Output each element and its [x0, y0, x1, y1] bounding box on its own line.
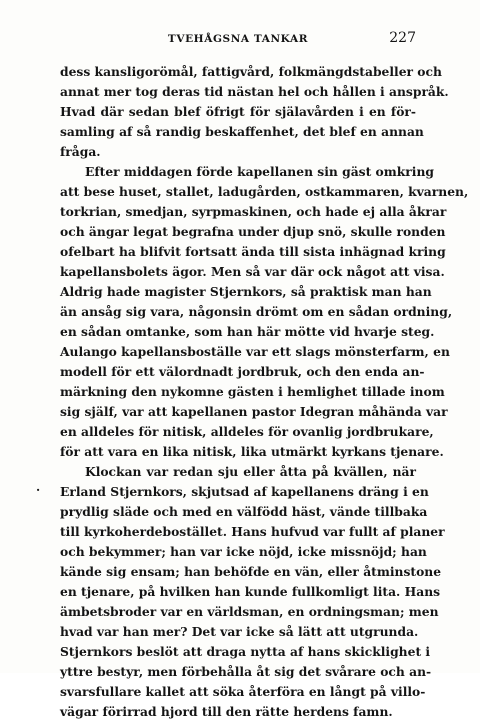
- text-line: Stjernkors beslöt att draga nytta af hans skicklighet i: [60, 644, 431, 659]
- text-line: ofelbart ha blifvit fortsatt ända till sista inhägnad kring: [60, 244, 446, 259]
- text-line: att bese huset, stallet, ladugården, ostkammaren, kvarnen,: [60, 184, 469, 199]
- text-line: torkrian, smedjan, syrpmaskinen, och hade ej alla åkrar: [60, 204, 447, 219]
- margin-mark: ·: [36, 483, 41, 497]
- text-line: sig själf, var att kapellanen pastor Idegran måhända var: [60, 404, 448, 419]
- text-line: än ansåg sig vara, någonsin drömt om en sådan ordning,: [60, 304, 453, 319]
- text-line: en tjenare, på hvilken han kunde fullkomligt lita. Hans: [60, 584, 441, 599]
- text-line: märkning den nykomne gästen i hemlighet tillade inom: [60, 384, 445, 399]
- text-line: Erland Stjernkors, skjutsad af kapellanens dräng i en: [60, 484, 429, 499]
- text-line: prydlig släde och med en välfödd häst, vände tillbaka: [60, 504, 428, 519]
- text-line: svarsfullare kallet att söka återföra en långt på villo-: [60, 684, 426, 699]
- text-line: samling af så randig beskaffenhet, det blef en annan: [60, 124, 424, 139]
- text-line: Aldrig hade magister Stjernkors, så praktisk man han: [60, 284, 432, 299]
- text-line: och bekymmer; han var icke nöjd, icke missnöjd; han: [60, 544, 427, 559]
- text-line: yttre bestyr, men förbehålla åt sig det svårare och an-: [60, 664, 432, 679]
- text-line: för att vara en lika nitisk, lika utmärkt kyrkans tjenare.: [60, 444, 444, 459]
- text-line: annat mer tog deras tid nästan hel och hållen i anspråk.: [60, 84, 449, 99]
- text-line: hvad var han mer? Det var icke så lätt att utgrunda.: [60, 624, 419, 639]
- text-line: modell för ett välordnadt jordbruk, och den enda an-: [60, 364, 425, 379]
- text-line: Aulango kapellansboställe var ett slags mönsterfarm, en: [60, 344, 450, 359]
- text-line: fråga.: [60, 144, 101, 159]
- text-line: och ängar legat begrafna under djup snö, skulle ronden: [60, 224, 446, 239]
- text-line: till kyrkoherdebostället. Hans hufvud var fullt af planer: [60, 524, 445, 539]
- running-title: TVEHÅGSNA TANKAR: [167, 33, 309, 45]
- text-line: en alldeles för nitisk, alldeles för ovanlig jordbrukare,: [60, 424, 434, 439]
- text-line: kapellansbolets ägor. Men så var där ock något att visa.: [60, 264, 445, 279]
- body-text: [60, 62, 469, 722]
- text-line: kände sig ensam; han behöfde en vän, eller åtminstone: [60, 564, 442, 579]
- text-line: vägar förirrad hjord till den rätte herdens famn.: [60, 704, 393, 719]
- text-line: dess kansligorömål, fattigvård, folkmängdstabeller och: [60, 64, 442, 79]
- text-line: Efter middagen förde kapellanen sin gäst omkring: [85, 164, 434, 179]
- text-line: Hvad där sedan blef öfrigt för själavården i en för-: [60, 104, 416, 119]
- text-line: en sådan omtanke, som han här mötte vid hvarje steg.: [60, 324, 435, 339]
- text-line: Klockan var redan sju eller åtta på kvällen, när: [85, 464, 416, 479]
- page-header: [60, 30, 416, 50]
- page-number: 227: [389, 30, 416, 46]
- text-line: ämbetsbroder var en världsman, en ordningsman; men: [60, 604, 439, 619]
